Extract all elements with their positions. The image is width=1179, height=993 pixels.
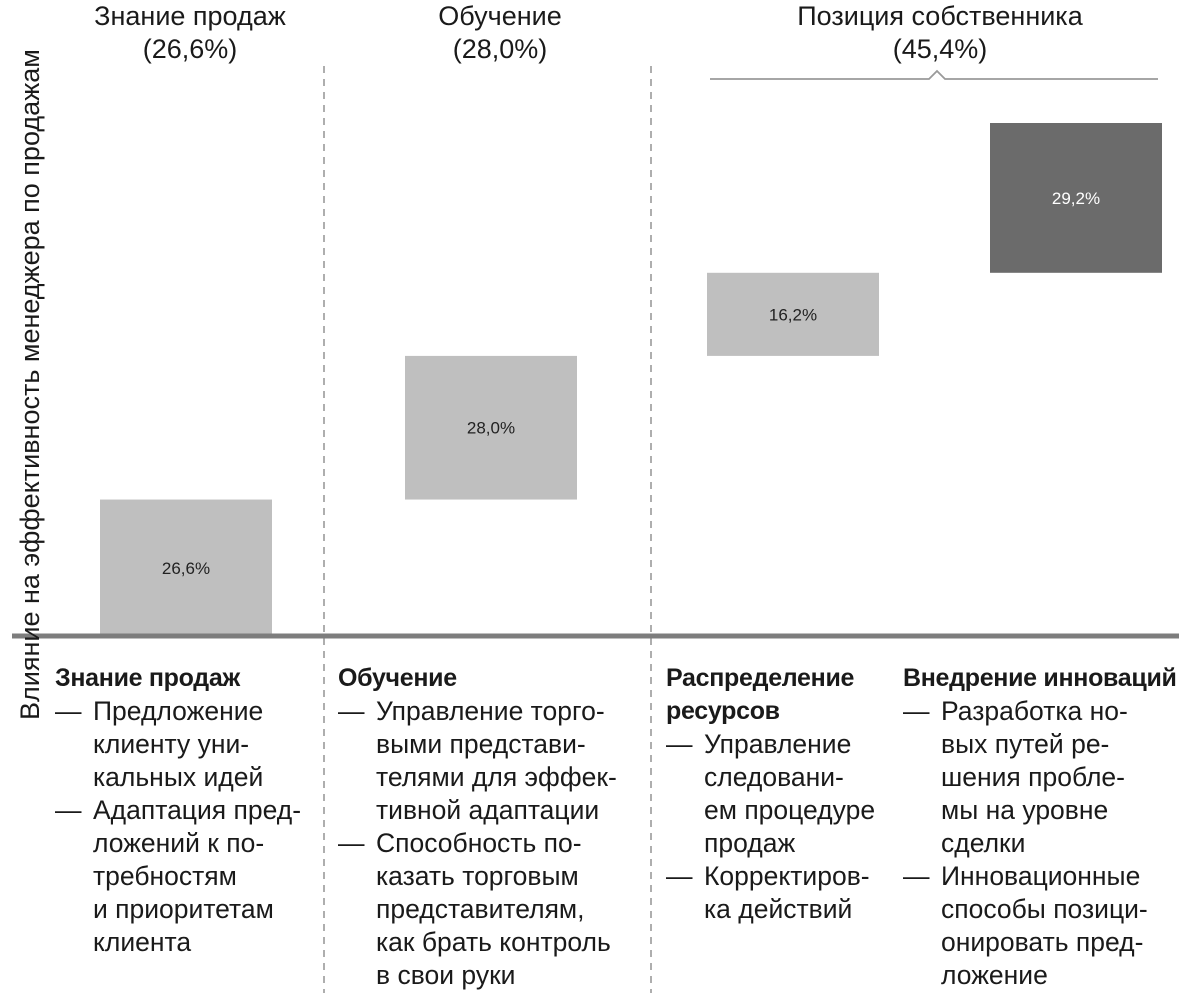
list-dash: —	[666, 729, 693, 759]
description-column-4	[903, 662, 1177, 992]
description-list-item	[666, 728, 875, 860]
group-title: Позиция собственника	[797, 1, 1083, 31]
description-line: и приоритетам	[93, 894, 274, 924]
group-value: (45,4%)	[892, 34, 988, 64]
description-line: шения пробле-	[941, 762, 1125, 792]
description-line: Инновационные	[941, 861, 1141, 891]
description-line: Разработка но-	[941, 696, 1128, 726]
description-list-item	[338, 695, 617, 827]
bar-value-label: 28,0%	[466, 418, 516, 438]
description-line: тивной адаптации	[376, 795, 600, 825]
group-title: Обучение	[438, 1, 562, 31]
list-dash: —	[903, 861, 930, 891]
description-line: требностям	[93, 861, 237, 891]
list-dash: —	[903, 696, 930, 726]
list-dash: —	[55, 795, 82, 825]
description-column-3	[666, 662, 875, 926]
bar-value-label: 29,2%	[1051, 188, 1101, 208]
description-line: способы позици-	[941, 894, 1148, 924]
description-line: следовани-	[704, 762, 844, 792]
description-line: ка действий	[704, 894, 853, 924]
description-title-line: Знание продаж	[55, 664, 240, 692]
description-line: казать торговым	[376, 861, 579, 891]
description-title-line: Распределение	[666, 664, 855, 692]
description-title-line: Обучение	[338, 664, 457, 692]
description-line: Корректиров-	[704, 861, 870, 891]
description-list-item	[903, 695, 1177, 860]
description-line: вых путей ре-	[941, 729, 1110, 759]
description-line: кальных идей	[93, 762, 264, 792]
description-line: Предложение	[93, 696, 264, 726]
description-line: клиента	[93, 927, 192, 957]
group-bracket	[710, 71, 1158, 79]
list-dash: —	[55, 696, 82, 726]
description-title	[338, 662, 617, 695]
description-line: представителям,	[376, 894, 585, 924]
description-list-item	[55, 794, 301, 959]
list-dash: —	[338, 696, 365, 726]
description-line: Адаптация пред-	[93, 795, 302, 825]
description-line: как брать контроль	[376, 927, 611, 957]
list-dash: —	[666, 861, 693, 891]
description-line: сделки	[941, 828, 1026, 858]
description-list-item	[55, 695, 301, 794]
list-dash: —	[338, 828, 365, 858]
description-list-item	[666, 860, 875, 926]
description-line: клиенту уни-	[93, 729, 250, 759]
description-line: Управление	[704, 729, 852, 759]
group-header-training	[350, 0, 650, 66]
description-list-item	[903, 860, 1177, 992]
description-title	[55, 662, 301, 695]
description-title	[666, 662, 875, 728]
description-line: мы на уровне	[941, 795, 1109, 825]
description-line: Управление торго-	[376, 696, 605, 726]
group-value: (28,0%)	[452, 34, 548, 64]
description-line: онировать пред-	[941, 927, 1144, 957]
description-list-item	[338, 827, 617, 992]
bar-value-label: 16,2%	[768, 305, 818, 325]
group-header-sales-knowledge	[40, 0, 340, 66]
bar-value-label: 26,6%	[161, 558, 211, 578]
description-line: в свои руки	[376, 960, 516, 990]
y-axis-label: Влияние на эффективность менеджера по продажам	[15, 49, 45, 720]
description-line: продаж	[704, 828, 796, 858]
description-line: ем процедуре	[704, 795, 876, 825]
description-line: выми представи-	[376, 729, 586, 759]
group-title: Знание продаж	[94, 1, 286, 31]
description-line: Способность по-	[376, 828, 582, 858]
description-column-2	[338, 662, 617, 992]
group-header-owner-position	[720, 0, 1160, 66]
description-title-line: Внедрение инноваций	[903, 664, 1177, 692]
description-title	[903, 662, 1177, 695]
description-column-1	[55, 662, 301, 959]
description-line: ложений к по-	[93, 828, 265, 858]
group-value: (26,6%)	[142, 34, 238, 64]
description-line: телями для эффек-	[376, 762, 617, 792]
description-title-line: ресурсов	[666, 697, 780, 725]
description-line: ложение	[941, 960, 1048, 990]
